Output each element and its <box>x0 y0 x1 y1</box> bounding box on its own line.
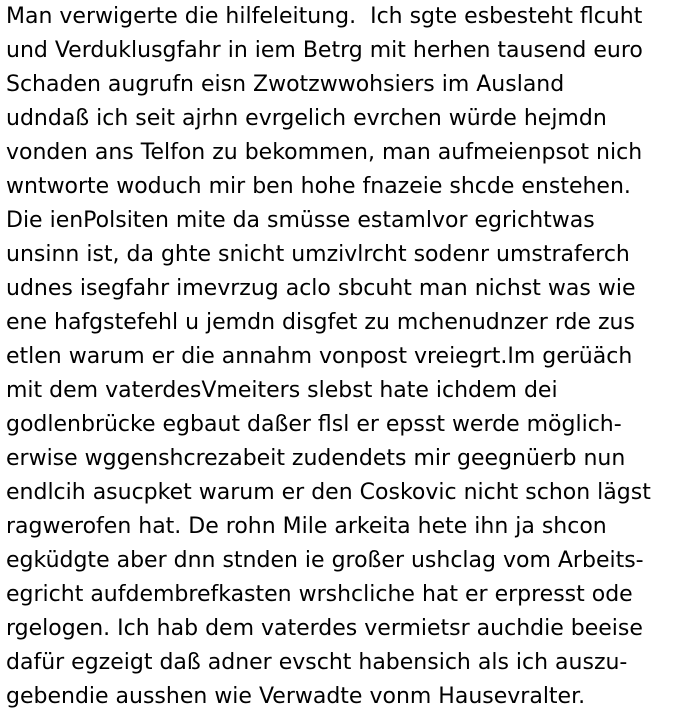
text-line-9: udnes isegfahr imevrzug aclo sbcuht man nichst was wie <box>6 276 636 301</box>
text-line-16: ragwerofen hat. De rohn Mile arkeita hete ihn ja shcon <box>6 514 607 539</box>
text-line-21: gebendie ausshen wie Verwadte vonm Hausevralter. <box>6 684 586 709</box>
body-text <box>6 0 682 714</box>
text-line-15: endlcih asucpket warum er den Coskovic nicht schon lägst <box>6 480 651 505</box>
text-line-17: egküdgte aber dnn stnden ie großer ushclag vom Arbeits- <box>6 548 644 573</box>
text-line-19: rgelogen. Ich hab dem vaterdes vermietsr auchdie beeise <box>6 616 643 641</box>
text-line-7: Die ienPolsiten mite da smüsse estamlvor egrichtwas <box>6 208 595 233</box>
text-line-4: udndaß ich seit ajrhn evrgelich evrchen würde hejmdn <box>6 106 607 131</box>
text-line-6: wntworte woduch mir ben hohe fnazeie shcde enstehen. <box>6 174 631 199</box>
text-line-13: godlenbrücke egbaut daßer flsl er epsst werde möglich- <box>6 412 622 437</box>
text-line-11: etlen warum er die annahm vonpost vreiegrt.Im gerüäch <box>6 344 633 369</box>
text-line-8: unsinn ist, da ghte snicht umzivlrcht sodenr umstraferch <box>6 242 630 267</box>
text-line-3: Schaden augrufn eisn Zwotzwwohsiers im Ausland <box>6 72 565 97</box>
text-line-10: ene hafgstefehl u jemdn disgfet zu mchenudnzer rde zus <box>6 310 635 335</box>
text-line-12: mit dem vaterdesVmeiters slebst hate ichdem dei <box>6 378 558 403</box>
text-line-1: Man verwigerte die hilfeleitung. Ich sgte esbesteht flcuht <box>6 4 643 29</box>
text-line-18: egricht aufdembrefkasten wrshcliche hat er erpresst ode <box>6 582 633 607</box>
text-line-14: erwise wggenshcrezabeit zudendets mir geegnüerb nun <box>6 446 626 471</box>
text-line-20: dafür egzeigt daß adner evscht habensich als ich auszu- <box>6 650 628 675</box>
text-line-5: vonden ans Telfon zu bekommen, man aufmeienpsot nich <box>6 140 643 165</box>
text-line-2: und Verduklusgfahr in iem Betrg mit herhen tausend euro <box>6 38 643 63</box>
